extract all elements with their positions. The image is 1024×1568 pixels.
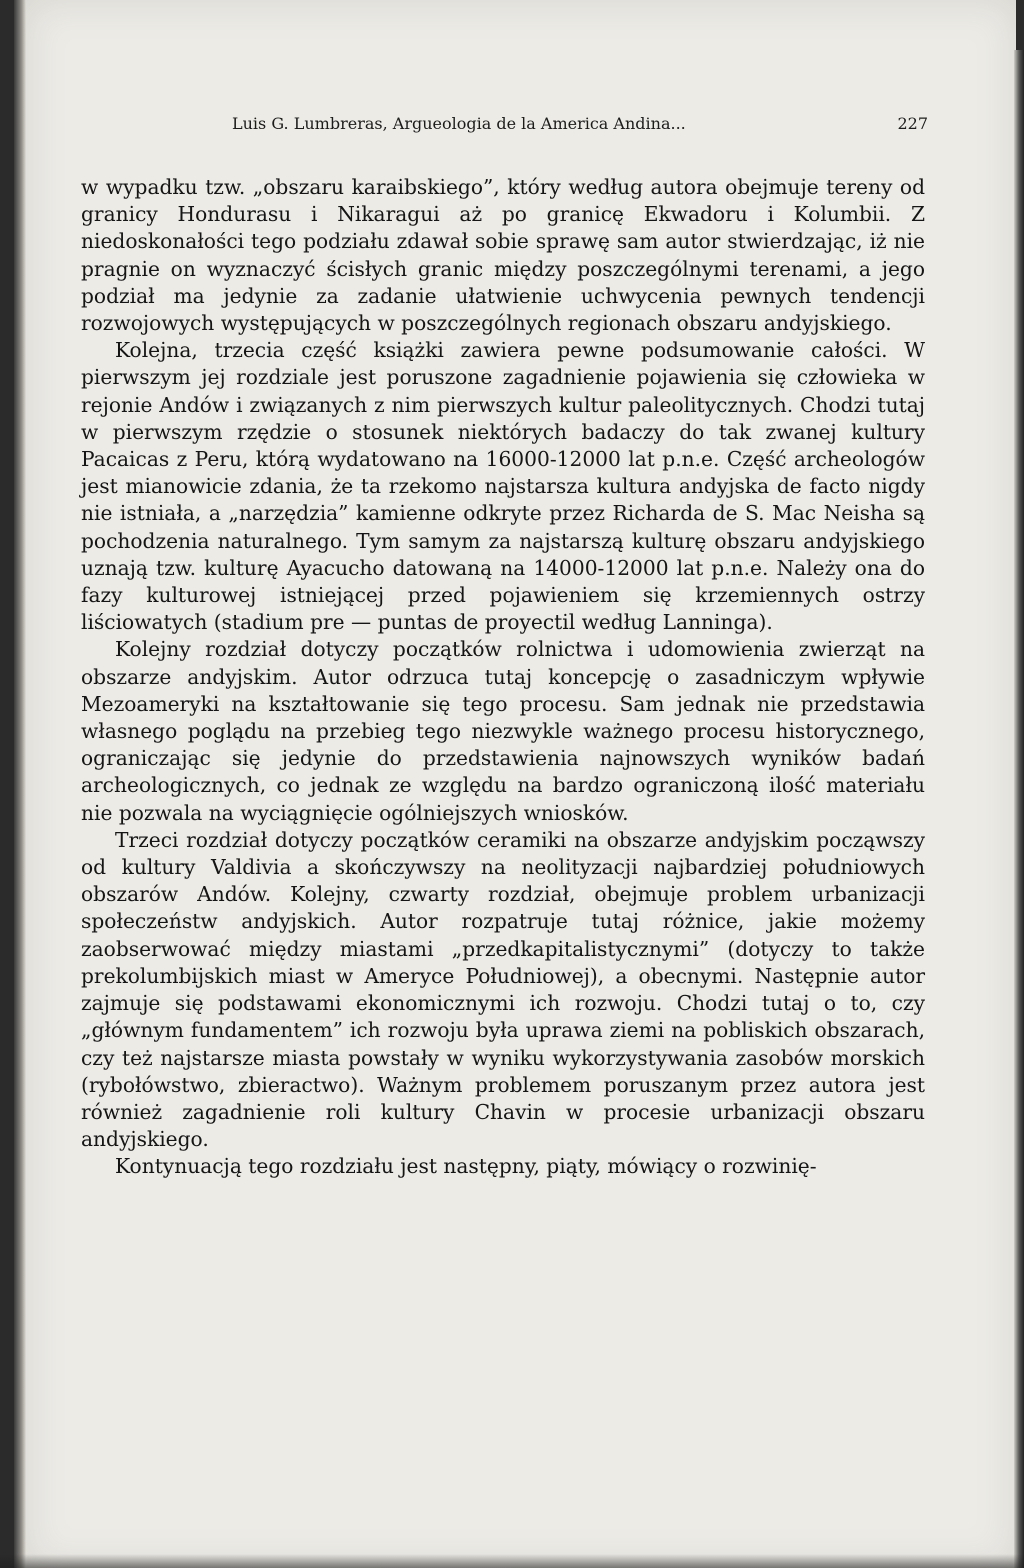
paragraph-ceramics: Trzeci rozdział dotyczy początków ceramiki na obszarze andyjskim począwszy od kultury Valdivia a skończywszy na neolityzacji najbardziej południowych obszarów Andów. Kolejny, czwarty rozdział, obejmuje problem urbanizacji społeczeństw andyjskich. Autor rozpatruje tutaj różnice, jakie możemy zaobserwować między miastami „przedkapitalistycznymi” (dotyczy to także prekolumbijskich miast w Ameryce Południowej), a obecnymi. Następnie autor zajmuje się podstawami ekonomicznymi ich rozwoju. Chodzi tutaj o to, czy „głównym fundamentem” ich rozwoju była uprawa ziemi na pobliskich obszarach, czy też najstarsze miasta powstały w wyniku wykorzystywania zasobów morskich (rybołówstwo, zbieractwo). Ważnym problemem poruszanym przez autora jest również zagadnienie roli kultury Chavin w procesie urbanizacji obszaru andyjskiego. [81, 827, 925, 1152]
paragraph-continuation-next: Kontynuacją tego rozdziału jest następny, piąty, mówiący o rozwinię- [115, 1154, 817, 1179]
running-title: Luis G. Lumbreras, Argueologia de la America Andina... [232, 114, 686, 133]
paragraph-agriculture: Kolejny rozdział dotyczy początków rolnictwa i udomowienia zwierząt na obszarze andyjskim. Autor odrzuca tutaj koncepcję o zasadniczym wpływie Mezoameryki na kształtowanie się tego procesu. Sam jednak nie przedstawia własnego poglądu na przebieg tego niezwykle ważnego procesu historycznego, ograniczając się jedynie do przedstawienia najnowszych wyników badań archeologicznych, co jednak ze względu na bardzo ograniczoną ilość materiału nie pozwala na wyciągnięcie ogólniejszych wniosków. [81, 637, 925, 825]
scan-bottom-edge [0, 1554, 1024, 1568]
paragraph-third-part: Kolejna, trzecia część książki zawiera pewne podsumowanie całości. W pierwszym jej rozdziale jest poruszone zagadnienie pojawienia się człowieka w rejonie Andów i związanych z nim pierwszych kultur paleolitycznych. Chodzi tutaj w pierwszym rzędzie o stosunek niektórych badaczy do tak zwanej kultury Pacaicas z Peru, którą wydatowano na 16000-12000 lat p.n.e. Część archeologów jest mianowicie zdania, że ta rzekomo najstarsza kultura andyjska de facto nigdy nie istniała, a „narzędzia” kamienne odkryte przez Richarda de S. Mac Neisha są pochodzenia naturalnego. Tym samym za najstarszą kulturę obszaru andyjskiego uznają tzw. kulturę Ayacucho datowaną na 14000-12000 lat p.n.e. Należy ona do fazy kulturowej istniejącej przed pojawieniem się krzemiennych ostrzy liściowatych (stadium pre — puntas de proyectil według Lanninga). [81, 338, 925, 635]
paragraph-continuation: w wypadku tzw. „obszaru karaibskiego”, który według autora obejmuje tereny od granicy Hondurasu i Nikaragui aż po granicę Ekwadoru i Kolumbii. Z niedoskonałości tego podziału zdawał sobie sprawę sam autor stwierdzając, iż nie pragnie on wyznaczyć ścisłych granic między poszczególnymi terenami, a jego podział ma jedynie za zadanie ułatwienie uchwycenia pewnych tendencji rozwojowych występujących w poszczególnych regionach obszaru andyjskiego. [81, 175, 925, 336]
book-spine-edge [14, 0, 26, 1568]
page-header [232, 114, 928, 144]
page-right-edge [1014, 50, 1024, 1568]
body-text [81, 174, 925, 1181]
page-number: 227 [897, 114, 928, 133]
